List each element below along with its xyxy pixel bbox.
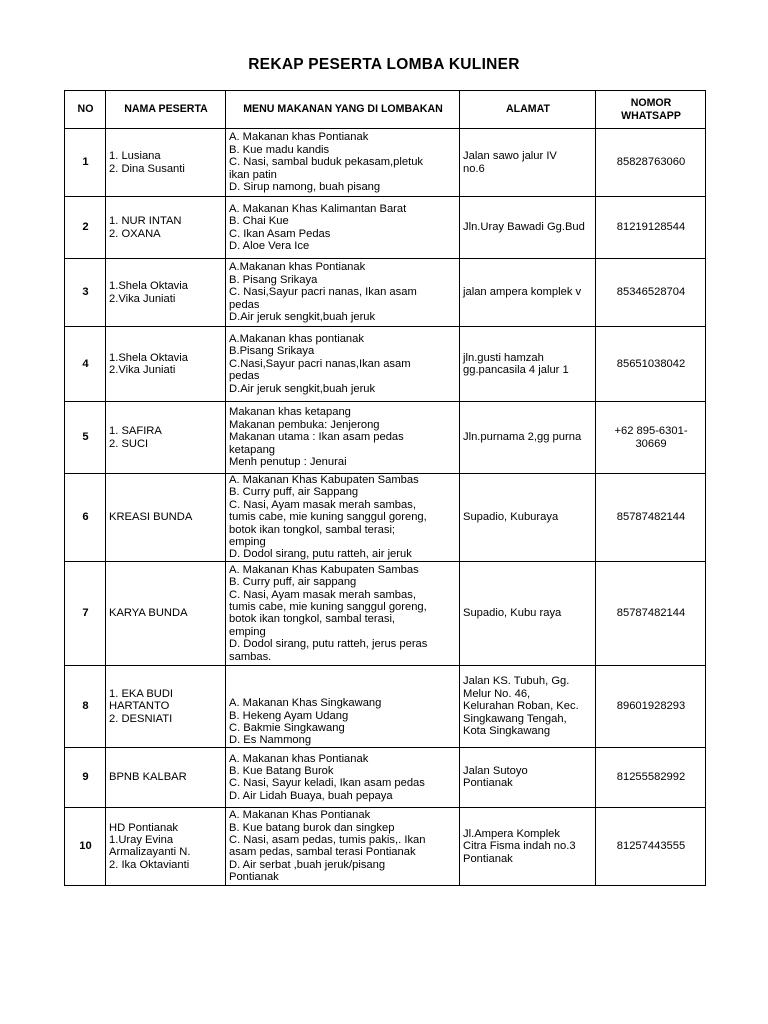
row-no: 9	[65, 747, 106, 807]
row-whatsapp: 81219128544	[596, 197, 706, 259]
header-no: NO	[65, 91, 106, 129]
row-nama: 1. EKA BUDI HARTANTO 2. DESNIATI	[106, 665, 226, 747]
row-alamat: Jalan sawo jalur IV no.6	[460, 129, 596, 197]
row-alamat: jln.gusti hamzah gg.pancasila 4 jalur 1	[460, 327, 596, 402]
table-row	[65, 665, 706, 747]
table-row	[65, 474, 706, 562]
row-menu: A.Makanan khas pontianak B.Pisang Srikaya C.Nasi,Sayur pacri nanas,Ikan asam pedas D.Air jeruk sengkit,buah jeruk	[226, 327, 460, 402]
row-whatsapp: 85651038042	[596, 327, 706, 402]
row-whatsapp: 85787482144	[596, 474, 706, 562]
table-row	[65, 807, 706, 885]
table-header-row	[65, 91, 706, 129]
table-row	[65, 197, 706, 259]
row-nama: BPNB KALBAR	[106, 747, 226, 807]
row-nama: 1. Lusiana 2. Dina Susanti	[106, 129, 226, 197]
row-menu: A. Makanan Khas Singkawang B. Hekeng Ayam Udang C. Bakmie Singkawang D. Es Nammong	[226, 665, 460, 747]
table-row	[65, 747, 706, 807]
row-whatsapp: 85828763060	[596, 129, 706, 197]
row-alamat: Jl.Ampera Komplek Citra Fisma indah no.3 Pontianak	[460, 807, 596, 885]
row-alamat: Supadio, Kubu raya	[460, 561, 596, 665]
row-menu: A. Makanan Khas Kabupaten Sambas B. Curry puff, air sappang C. Nasi, Ayam masak merah sambas, tumis cabe, mie kuning sanggul goreng, botok ikan tongkol, sambal terasi, emping D. Dodol sirang, putu ratteh, jerus peras sambas.	[226, 561, 460, 665]
row-no: 2	[65, 197, 106, 259]
row-menu: A. Makanan khas Pontianak B. Kue madu kandis C. Nasi, sambal buduk pekasam,pletuk ikan patin D. Sirup namong, buah pisang	[226, 129, 460, 197]
table-row	[65, 561, 706, 665]
row-no: 7	[65, 561, 106, 665]
document-title: REKAP PESERTA LOMBA KULINER	[248, 56, 520, 73]
row-alamat: jalan ampera komplek v	[460, 259, 596, 327]
row-no: 1	[65, 129, 106, 197]
header-alamat: ALAMAT	[460, 91, 596, 129]
row-no: 6	[65, 474, 106, 562]
row-no: 8	[65, 665, 106, 747]
row-menu: Makanan khas ketapang Makanan pembuka: Jenjerong Makanan utama : Ikan asam pedas ketapang Menh penutup : Jenurai	[226, 402, 460, 474]
row-nama: KREASI BUNDA	[106, 474, 226, 562]
participants-table	[64, 90, 706, 886]
row-no: 4	[65, 327, 106, 402]
row-whatsapp: 81255582992	[596, 747, 706, 807]
row-menu: A.Makanan khas Pontianak B. Pisang Srikaya C. Nasi,Sayur pacri nanas, Ikan asam pedas D.Air jeruk sengkit,buah jeruk	[226, 259, 460, 327]
row-nama: 1.Shela Oktavia 2.Vika Juniati	[106, 259, 226, 327]
row-alamat: Jalan KS. Tubuh, Gg. Melur No. 46, Kelurahan Roban, Kec. Singkawang Tengah, Kota Singkawang	[460, 665, 596, 747]
row-nama: KARYA BUNDA	[106, 561, 226, 665]
row-menu: A. Makanan Khas Kabupaten Sambas B. Curry puff, air Sappang C. Nasi, Ayam masak merah sambas, tumis cabe, mie kuning sanggul goreng, botok ikan tongkol, sambal terasi; emping D. Dodol sirang, putu ratteh, air jeruk	[226, 474, 460, 562]
row-whatsapp: 89601928293	[596, 665, 706, 747]
row-no: 3	[65, 259, 106, 327]
header-menu: MENU MAKANAN YANG DI LOMBAKAN	[226, 91, 460, 129]
row-whatsapp: 85346528704	[596, 259, 706, 327]
row-no: 5	[65, 402, 106, 474]
row-whatsapp: 81257443555	[596, 807, 706, 885]
row-alamat: Jln.Uray Bawadi Gg.Bud	[460, 197, 596, 259]
row-whatsapp: +62 895-6301- 30669	[596, 402, 706, 474]
row-nama: 1. NUR INTAN 2. OXANA	[106, 197, 226, 259]
row-alamat: Supadio, Kuburaya	[460, 474, 596, 562]
row-nama: HD Pontianak 1.Uray Evina Armalizayanti N. 2. Ika Oktavianti	[106, 807, 226, 885]
table-row	[65, 259, 706, 327]
row-nama: 1.Shela Oktavia 2.Vika Juniati	[106, 327, 226, 402]
row-menu: A. Makanan Khas Pontianak B. Kue batang burok dan singkep C. Nasi, asam pedas, tumis pakis,. Ikan asam pedas, sambal terasi Pontianak D. Air serbat ,buah jeruk/pisang Pontianak	[226, 807, 460, 885]
row-alamat: Jln.purnama 2,gg purna	[460, 402, 596, 474]
row-alamat: Jalan Sutoyo Pontianak	[460, 747, 596, 807]
row-whatsapp: 85787482144	[596, 561, 706, 665]
row-menu: A. Makanan Khas Kalimantan Barat B. Chai Kue C. Ikan Asam Pedas D. Aloe Vera Ice	[226, 197, 460, 259]
row-nama: 1. SAFIRA 2. SUCI	[106, 402, 226, 474]
header-nama-peserta: NAMA PESERTA	[106, 91, 226, 129]
table-row	[65, 327, 706, 402]
header-nomor-whatsapp: NOMOR WHATSAPP	[596, 91, 706, 129]
table-row	[65, 402, 706, 474]
table-row	[65, 129, 706, 197]
row-no: 10	[65, 807, 106, 885]
row-menu: A. Makanan khas Pontianak B. Kue Batang Burok C. Nasi, Sayur keladi, Ikan asam pedas D. Air Lidah Buaya, buah pepaya	[226, 747, 460, 807]
